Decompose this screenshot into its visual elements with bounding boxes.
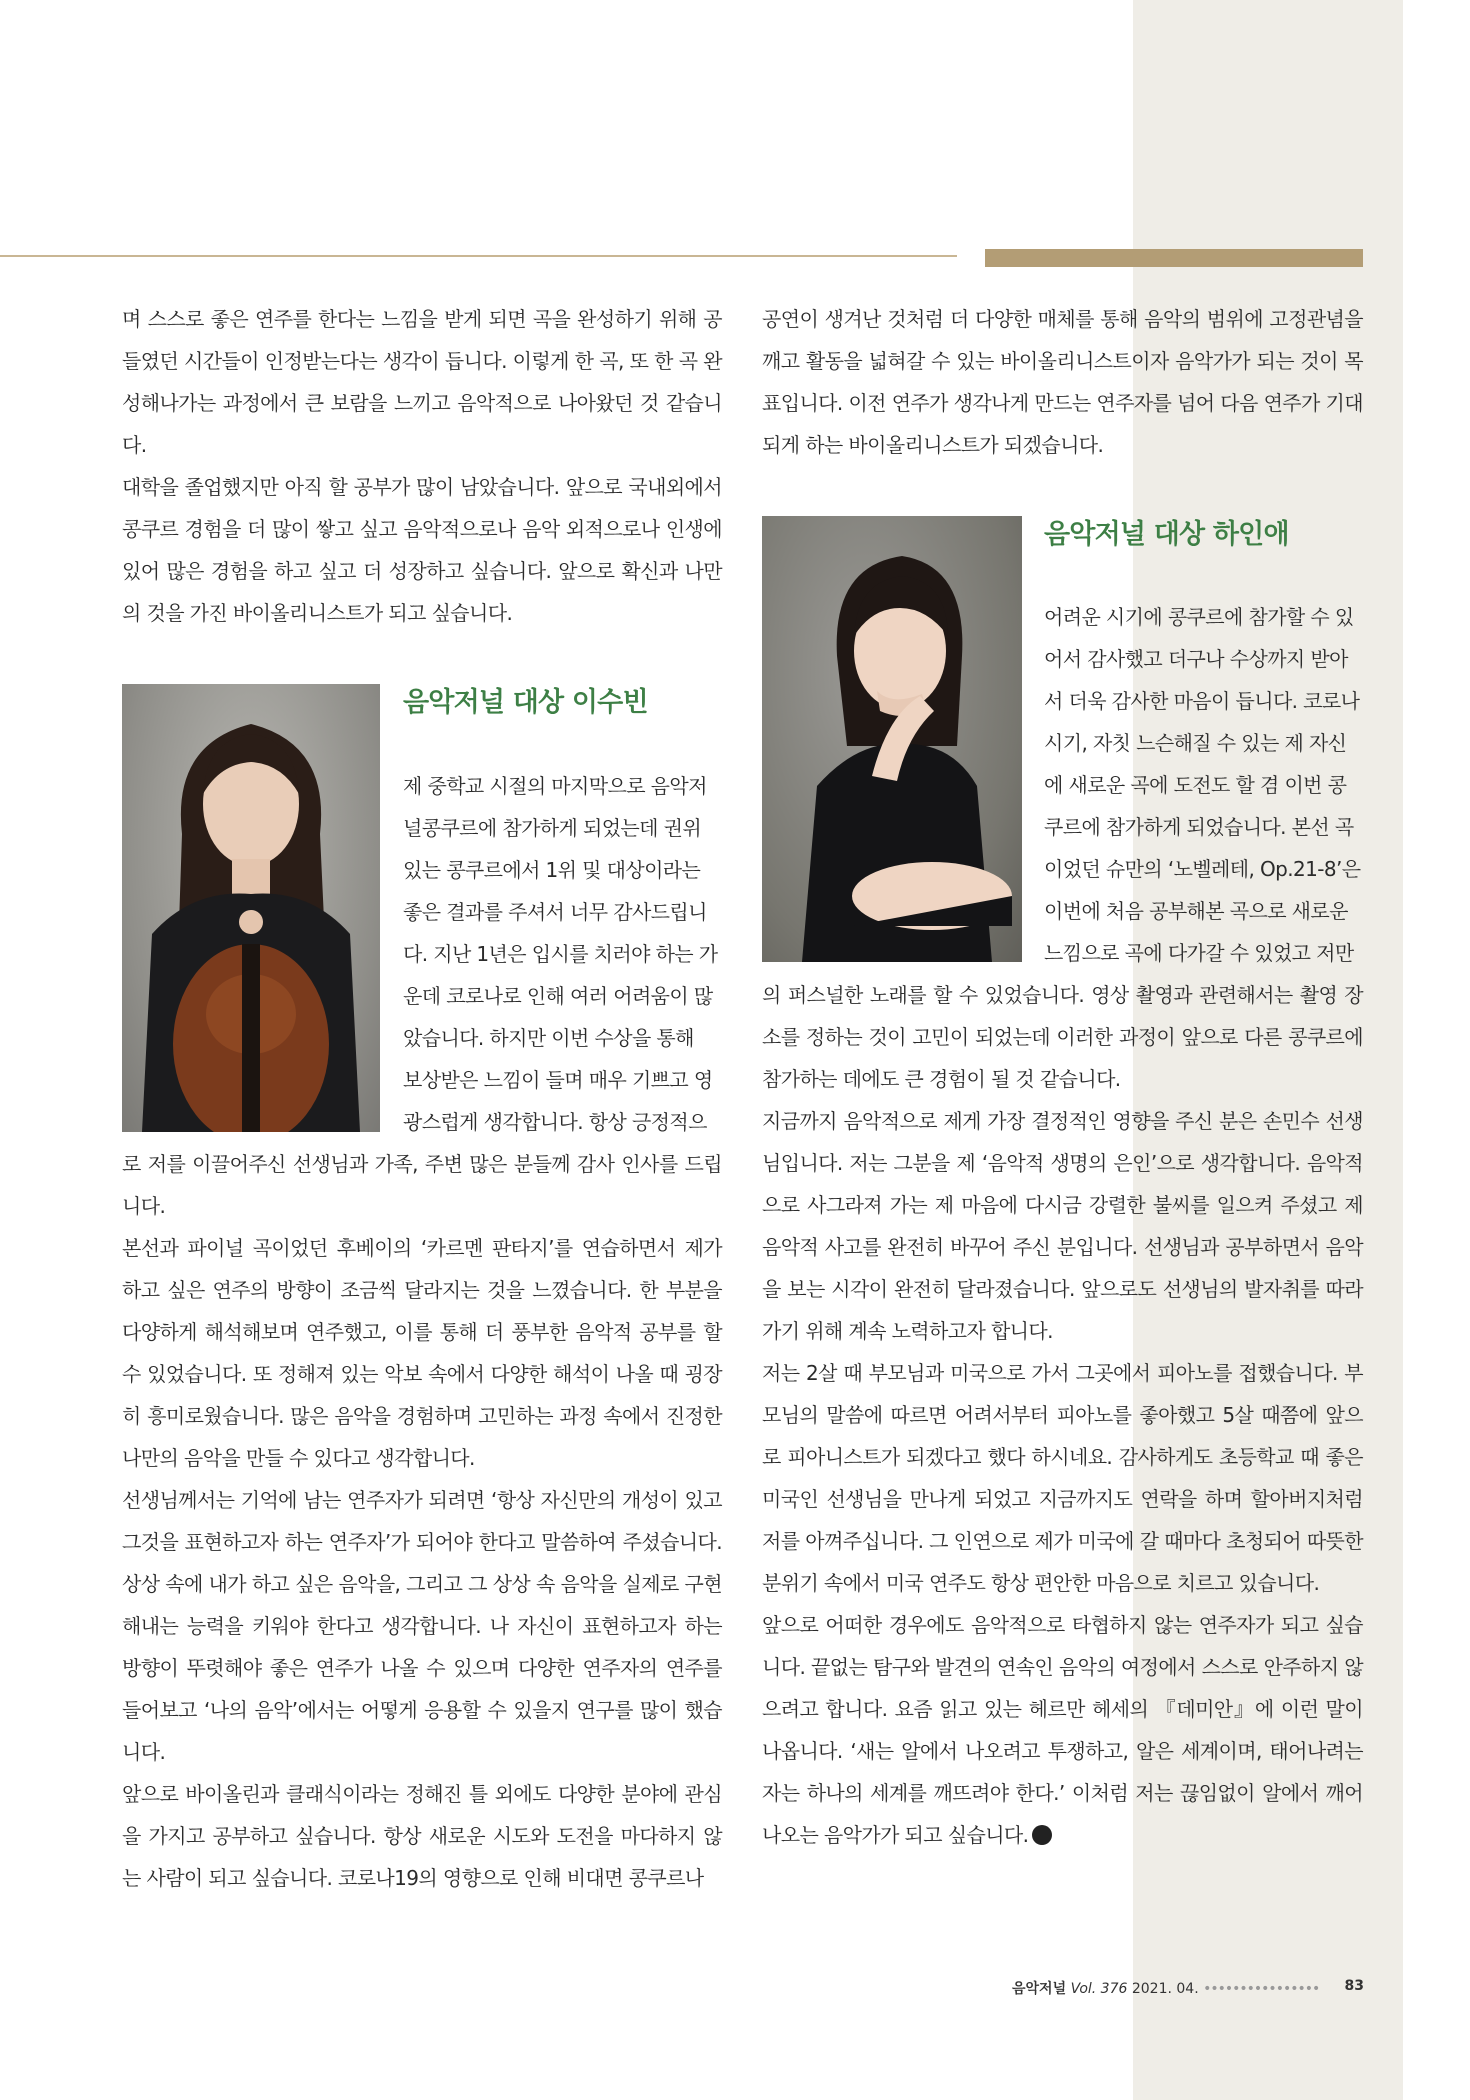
- paragraph-line: 에 새로운 곡에 도전도 할 겸 이번 콩: [1044, 773, 1347, 797]
- header-rule: [0, 255, 957, 257]
- paragraph: 저는 2살 때 부모님과 미국으로 가서 그곳에서 피아노를 접했습니다. 부모님의 말씀에 따르면 어려서부터 피아노를 좋아했고 5살 때쯤에 앞으로 피아니스트가 되겠다고 했다 하시네요. 감사하게도 초등학교 때 좋은 미국인 선생님을 만나게 되었고 지금까지도 연락을 하며 할아버지처럼 저를 아껴주십니다. 그 인연으로 제가 미국에 갈 때마다 초청되어 따뜻한 분위기 속에서 미국 연주도 항상 편안한 마음으로 치르고 있습니다.: [762, 1361, 1363, 1595]
- left-intro: [122, 298, 722, 634]
- volume-number: Vol. 376: [1070, 1981, 1128, 1997]
- paragraph: 공연이 생겨난 것처럼 더 다양한 매체를 통해 음악의 범위에 고정관념을 깨고 활동을 넓혀갈 수 있는 바이올리니스트이자 음악가가 되는 것이 목표입니다. 이전 연주가 생각나게 만드는 연주자를 넘어 다음 연주가 기대되게 하는 바이올리니스트가 되겠습니다.: [762, 307, 1363, 457]
- page-footer: [1012, 1978, 1364, 2002]
- paragraph-line: 어서 감사했고 더구나 수상까지 받아: [1044, 647, 1348, 671]
- magazine-name: 음악저널: [1012, 1981, 1067, 1997]
- paragraph-line: 이었던 슈만의 ‘노벨레테, Op.21-8’은: [1044, 857, 1361, 881]
- end-mark-icon: [1032, 1825, 1052, 1845]
- paragraph: 본선과 파이널 곡이었던 후베이의 ‘카르멘 판타지’를 연습하면서 제가 하고 싶은 연주의 방향이 조금씩 달라지는 것을 느꼈습니다. 한 부분을 다양하게 해석해보며 연주했고, 이를 통해 더 풍부한 음악적 공부를 할 수 있었습니다. 또 정해져 있는 악보 속에서 다양한 해석이 나올 때 굉장히 흥미로웠습니다. 많은 음악을 경험하며 고민하는 과정 속에서 진정한 나만의 음악을 만들 수 있다고 생각합니다.: [122, 1236, 722, 1470]
- paragraph-line: 쿠르에 참가하게 되었습니다. 본선 곡: [1044, 815, 1354, 839]
- paragraph-line: 좋은 결과를 주셔서 너무 감사드립니: [403, 900, 707, 924]
- paragraph-line: 았습니다. 하지만 이번 수상을 통해: [403, 1026, 694, 1050]
- issue-date: 2021. 04.: [1131, 1981, 1199, 1997]
- right-body: [762, 974, 1363, 1856]
- paragraph-line: 다. 지난 1년은 입시를 치러야 하는 가: [403, 942, 718, 966]
- paragraph: 며 스스로 좋은 연주를 한다는 느낌을 받게 되면 곡을 완성하기 위해 공들였던 시간들이 인정받는다는 생각이 듭니다. 이렇게 한 곡, 또 한 곡 완성해나가는 과정에서 큰 보람을 느끼고 음악적으로 나아왔던 것 같습니다.: [122, 307, 722, 457]
- paragraph-line: 시기, 자칫 느슨해질 수 있는 제 자신: [1044, 731, 1347, 755]
- paragraph: 선생님께서는 기억에 남는 연주자가 되려면 ‘항상 자신만의 개성이 있고 그것을 표현하고자 하는 연주자’가 되어야 한다고 말씀하여 주셨습니다. 상상 속에 내가 하고 싶은 음악을, 그리고 그 상상 속 음악을 실제로 구현해내는 능력을 키워야 한다고 생각합니다. 나 자신이 표현하고자 하는 방향이 뚜렷해야 좋은 연주가 나올 수 있으며 다양한 연주자의 연주를 들어보고 ‘나의 음악’에서는 어떻게 응용할 수 있을지 연구를 많이 했습니다.: [122, 1488, 722, 1764]
- page-number: 83: [1344, 1978, 1364, 1994]
- paragraph-line: 있는 콩쿠르에서 1위 및 대상이라는: [403, 858, 701, 882]
- paragraph-line: 제 중학교 시절의 마지막으로 음악저: [403, 774, 707, 798]
- paragraph: 대학을 졸업했지만 아직 할 공부가 많이 남았습니다. 앞으로 국내외에서 콩쿠르 경험을 더 많이 쌓고 싶고 음악적으로나 음악 외적으로나 인생에 있어 많은 경험을 하고 싶고 더 성장하고 싶습니다. 앞으로 확신과 나만의 것을 가진 바이올리니스트가 되고 싶습니다.: [122, 475, 722, 625]
- paragraph: 앞으로 바이올린과 클래식이라는 정해진 틀 외에도 다양한 분야에 관심을 가지고 공부하고 싶습니다. 항상 새로운 시도와 도전을 마다하지 않는 사람이 되고 싶습니다. 코로나19의 영향으로 인해 비대면 콩쿠르나: [122, 1782, 722, 1890]
- paragraph-line: 보상받은 느낌이 들며 매우 기쁘고 영: [403, 1068, 713, 1092]
- paragraph-line: 어려운 시기에 콩쿠르에 참가할 수 있: [1044, 605, 1354, 629]
- heading-lee-subin: 음악저널 대상 이수빈: [403, 687, 648, 718]
- pianist-portrait-image: [762, 516, 1022, 962]
- paragraph: 지금까지 음악적으로 제게 가장 결정적인 영향을 주신 분은 손민수 선생님입니다. 저는 그분을 제 ‘음악적 생명의 은인’으로 생각합니다. 음악적으로 사그라져 가는 제 마음에 다시금 강렬한 불씨를 일으켜 주셨고 제 음악적 사고를 완전히 바꾸어 주신 분입니다. 선생님과 공부하면서 음악을 보는 시각이 완전히 달라졌습니다. 앞으로도 선생님의 발자취를 따라가기 위해 계속 노력하고자 합니다.: [762, 1109, 1363, 1343]
- paragraph-line: 서 더욱 감사한 마음이 듭니다. 코로나: [1044, 689, 1360, 713]
- paragraph-line: 이번에 처음 공부해본 곡으로 새로운: [1044, 899, 1348, 923]
- photo-ha-inae: [762, 516, 1022, 962]
- paragraph-text: 앞으로 어떠한 경우에도 음악적으로 타협하지 않는 연주자가 되고 싶습니다. 끝없는 탐구와 발견의 연속인 음악의 여정에서 스스로 안주하지 않으려고 합니다. 요즘 읽고 있는 헤르만 헤세의 『데미안』에 이런 말이 나옵니다. ‘새는 알에서 나오려고 투쟁하고, 알은 세계이며, 태어나려는 자는 하나의 세계를 깨뜨려야 한다.’ 이처럼 저는 끊임없이 알에서 깨어 나오는 음악가가 되고 싶습니다.: [762, 1613, 1363, 1847]
- left-body: [122, 1143, 722, 1899]
- photo-lee-subin: [122, 684, 380, 1132]
- paragraph: [762, 1604, 1363, 1856]
- paragraph-line: 널콩쿠르에 참가하게 되었는데 권위: [403, 816, 702, 840]
- left-wrap-text: [403, 765, 722, 1143]
- paragraph-line: 운데 코로나로 인해 여러 어려움이 많: [403, 984, 713, 1008]
- paragraph: 의 퍼스널한 노래를 할 수 있었습니다. 영상 촬영과 관련해서는 촬영 장소를 정하는 것이 고민이 되었는데 이러한 과정이 앞으로 다른 콩쿠르에 참가하는 데에도 큰 경험이 될 것 같습니다.: [762, 983, 1363, 1091]
- header-accent-bar: [985, 249, 1363, 267]
- paragraph-line: 느낌으로 곡에 다가갈 수 있었고 저만: [1044, 941, 1354, 965]
- right-intro: [762, 298, 1363, 466]
- heading-ha-inae: 음악저널 대상 하인애: [1044, 519, 1289, 550]
- footer-dots: ••••••••••••••••: [1203, 1981, 1320, 1997]
- violinist-portrait-image: [122, 684, 380, 1132]
- paragraph: 로 저를 이끌어주신 선생님과 가족, 주변 많은 분들께 감사 인사를 드립니다.: [122, 1152, 722, 1218]
- right-wrap-text: [1044, 596, 1363, 974]
- paragraph-line: 광스럽게 생각합니다. 항상 긍정적으: [403, 1110, 707, 1134]
